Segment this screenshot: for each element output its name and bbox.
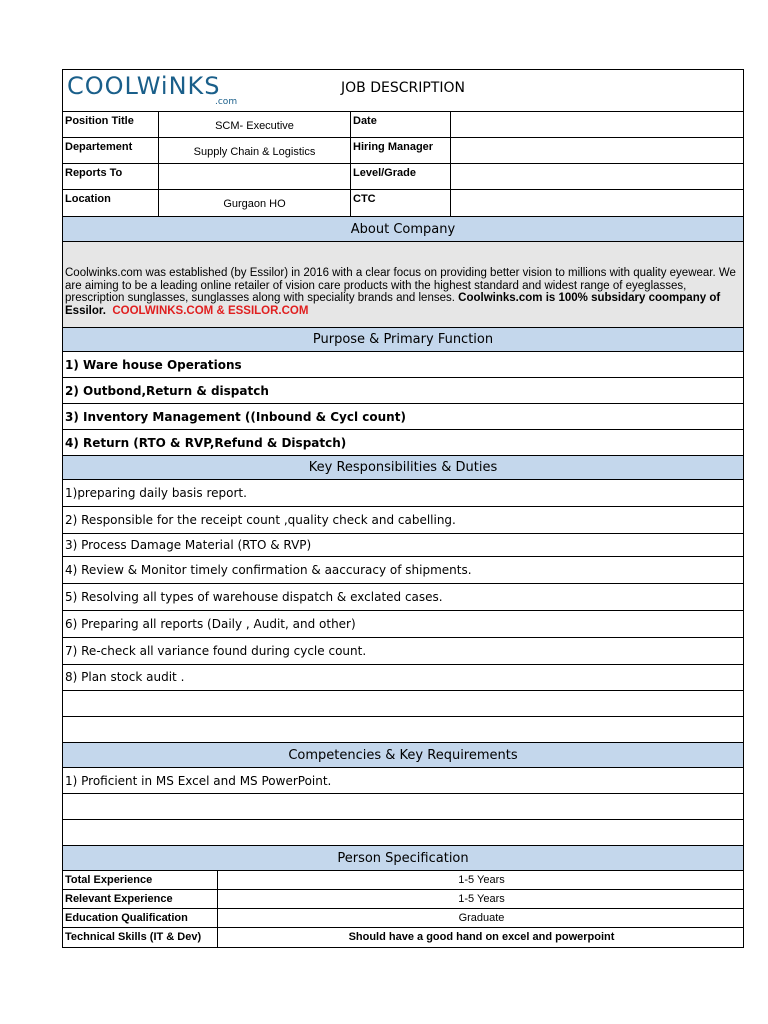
header-row (63, 70, 743, 112)
empty-row (63, 794, 743, 820)
department-label: Departement (63, 138, 159, 164)
hiring-manager-label: Hiring Manager (351, 138, 451, 164)
about-company-heading: About Company (63, 217, 743, 242)
position-title-value: SCM- Executive (159, 112, 351, 138)
logo-word: OOLWiNKS (84, 72, 221, 100)
purpose-heading: Purpose & Primary Function (63, 328, 743, 352)
spec-label: Relevant Experience (63, 890, 218, 909)
responsibility-item: 8) Plan stock audit . (63, 665, 743, 691)
responsibility-item: 3) Process Damage Material (RTO & RVP) (63, 534, 743, 557)
responsibility-item: 1)preparing daily basis report. (63, 480, 743, 507)
competencies-heading: Competencies & Key Requirements (63, 743, 743, 768)
person-spec-heading: Person Specification (63, 846, 743, 871)
reports-to-value (159, 164, 351, 190)
about-company-text (63, 242, 743, 328)
hiring-manager-value (451, 138, 743, 164)
reports-to-label: Reports To (63, 164, 159, 190)
about-red-text: COOLWINKS.COM & ESSILOR.COM (112, 304, 309, 317)
ctc-label: CTC (351, 190, 451, 216)
page-title: JOB DESCRIPTION (341, 80, 465, 96)
info-block (63, 112, 743, 217)
person-spec-table (63, 871, 743, 947)
job-description-sheet (62, 69, 744, 948)
responsibilities-heading: Key Responsibilities & Duties (63, 456, 743, 480)
spec-label: Total Experience (63, 871, 218, 890)
responsibility-item: 5) Resolving all types of warehouse dispatch & exclated cases. (63, 584, 743, 611)
spec-label: Technical Skills (IT & Dev) (63, 928, 218, 947)
spec-value: 1-5 Years (218, 890, 743, 909)
spec-value: 1-5 Years (218, 871, 743, 890)
empty-row (63, 820, 743, 846)
date-label: Date (351, 112, 451, 138)
position-title-label: Position Title (63, 112, 159, 138)
responsibility-item: 6) Preparing all reports (Daily , Audit, and other) (63, 611, 743, 638)
empty-row (63, 691, 743, 717)
level-grade-value (451, 164, 743, 190)
location-label: Location (63, 190, 159, 216)
responsibility-item: 2) Responsible for the receipt count ,quality check and cabelling. (63, 507, 743, 534)
competency-item: 1) Proficient in MS Excel and MS PowerPoint. (63, 768, 743, 794)
spec-value: Should have a good hand on excel and powerpoint (348, 931, 615, 943)
logo-letter: C (67, 72, 85, 100)
purpose-item: 1) Ware house Operations (63, 352, 743, 378)
responsibility-item: 7) Re-check all variance found during cycle count. (63, 638, 743, 665)
location-value: Gurgaon HO (159, 190, 351, 216)
responsibility-item: 4) Review & Monitor timely confirmation & aaccuracy of shipments. (63, 557, 743, 584)
purpose-item: 4) Return (RTO & RVP,Refund & Dispatch) (63, 430, 743, 456)
logo-dotcom: .com (215, 97, 238, 107)
empty-row (63, 717, 743, 743)
department-value: Supply Chain & Logistics (159, 138, 351, 164)
about-bold-text: Coolwinks.com is 100% subsidary coompany of Essilor. (65, 292, 721, 317)
date-value (451, 112, 743, 138)
purpose-item: 2) Outbond,Return & dispatch (63, 378, 743, 404)
purpose-item: 3) Inventory Management ((Inbound & Cycl count) (63, 404, 743, 430)
spec-value: Graduate (218, 909, 743, 928)
level-grade-label: Level/Grade (351, 164, 451, 190)
spec-label: Education Qualification (63, 909, 218, 928)
about-text: Coolwinks.com was established (by Essilor) in 2016 with a clear focus on providing better vision to millions with quality eyewear. We are aiming to be a leading online retailer of vision care products with the highest standard and widest range of eyeglasses, prescription sunglasses, sunglasses along with speciality brands and lenses. (65, 267, 736, 304)
ctc-value (451, 190, 743, 216)
